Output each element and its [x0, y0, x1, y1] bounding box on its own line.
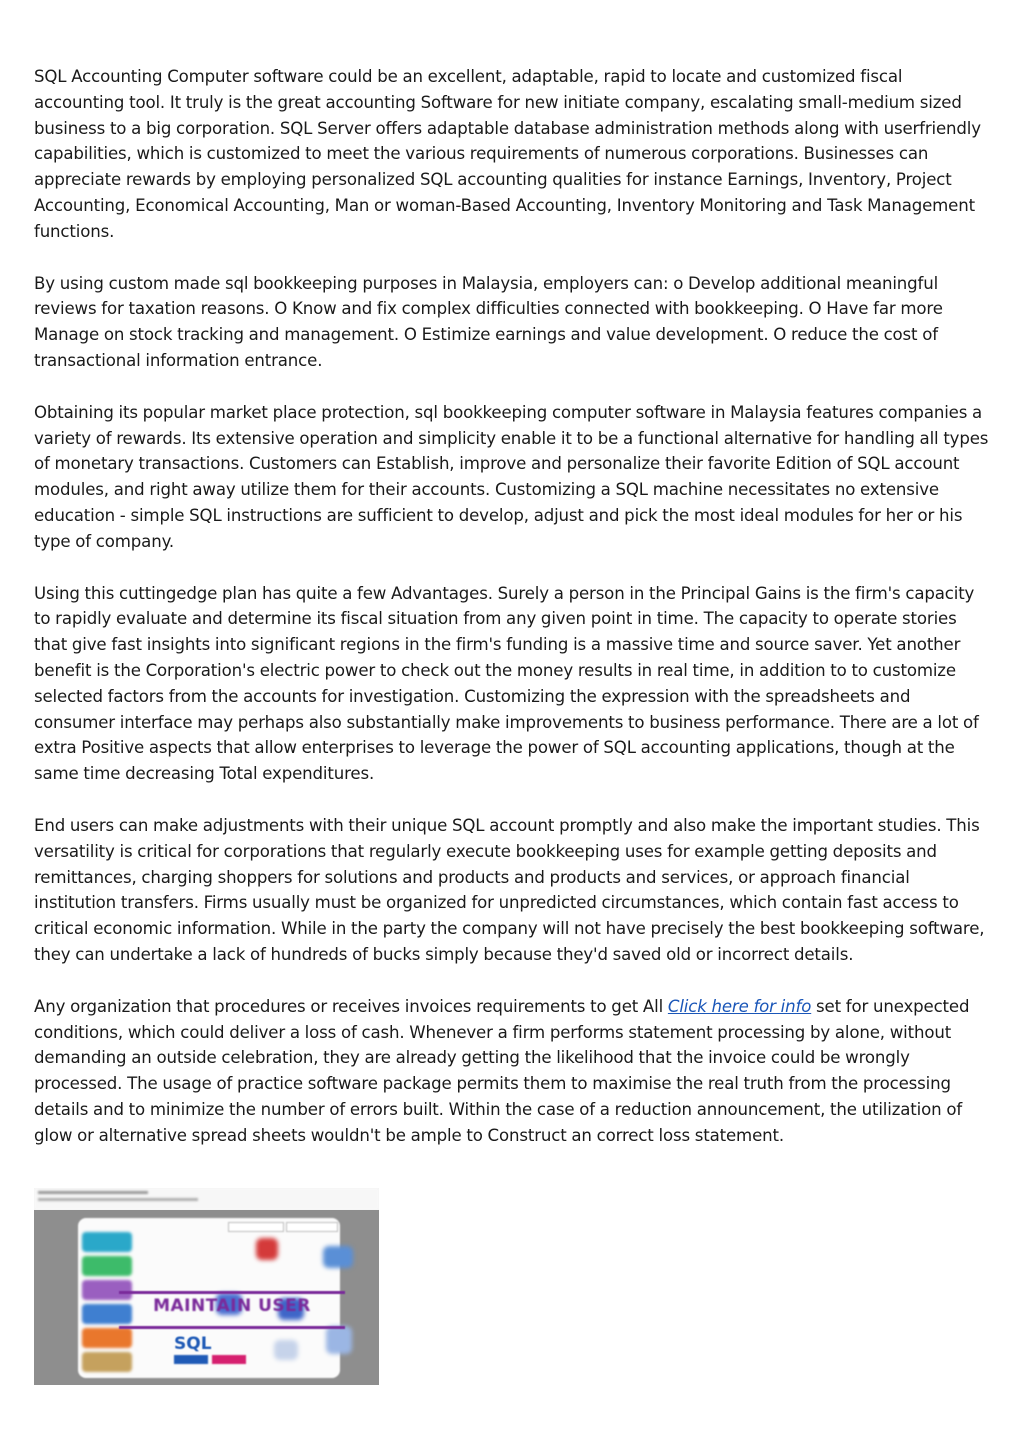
screenshot-window [34, 1210, 379, 1385]
screenshot-tab [286, 1222, 338, 1232]
sql-logo: SQL [174, 1334, 212, 1354]
screenshot-tab [228, 1222, 284, 1232]
software-screenshot-image [34, 1188, 379, 1385]
paragraph-4: Using this cuttingedge plan has quite a few Advantages. Surely a person in the Principal Gains is the firm's capacity to rapidly evaluate and determine its fiscal situation from any given point in time. The capacity to operate stories that give fast insights into significant regions in the firm's funding is a massive time and source saver. Yet another benefit is the Corporation's electric power to check out the money results in real time, in addition to to customize selected factors from the accounts for investigation. Customizing the expression with the spreadsheets and consumer interface may perhaps also substantially make improvements to business performance. There are a lot of extra Positive aspects that allow enterprises to leverage the power of SQL accounting applications, though at the same time decreasing Total expenditures. [34, 583, 979, 784]
paragraph-6-text-before-link: Any organization that procedures or receives invoices requirements to get All [34, 996, 668, 1016]
module-icon [256, 1238, 278, 1260]
article-body [34, 64, 994, 1174]
paragraph-1: SQL Accounting Computer software could be an excellent, adaptable, rapid to locate and customized fiscal accounting tool. It truly is the great accounting Software for new initiate company, escalating small-medium sized business to a big corporation. SQL Server offers adaptable database administration methods along with userfriendly capabilities, which is customized to meet the various requirements of numerous corporations. Businesses can appreciate rewards by employing personalized SQL accounting qualities for instance Earnings, Inventory, Project Accounting, Economical Accounting, Man or woman-Based Accounting, Inventory Monitoring and Task Management functions. [34, 67, 981, 241]
module-icon [274, 1340, 298, 1360]
paragraph-5: End users can make adjustments with their unique SQL account promptly and also make the important studies. This versatility is critical for corporations that regularly execute bookkeeping uses for example getting deposits and remittances, charging shoppers for solutions and products and products and services, or approach financial institution transfers. Firms usually must be organized for unpredicted circumstances, which contain fast access to critical economic information. While in the party the company will not have precisely the best bookkeeping software, they can undertake a lack of hundreds of bucks simply because they'd saved old or incorrect details. [34, 815, 985, 964]
info-link[interactable]: Click here for info [667, 996, 812, 1016]
paragraph-2: By using custom made sql bookkeeping purposes in Malaysia, employers can: o Develop additional meaningful reviews for taxation reasons. O Know and fix complex difficulties connected with bookkeeping. O Have far more Manage on stock tracking and management. O Estimize earnings and value development. O reduce the cost of transactional information entrance. [34, 273, 943, 370]
sql-logo-subbar [174, 1355, 254, 1364]
paragraph-3: Obtaining its popular market place protection, sql bookkeeping computer software in Malaysia features companies a variety of rewards. Its extensive operation and simplicity enable it to be a functional alternative for handling all types of monetary transactions. Customers can Establish, improve and personalize their favorite Edition of SQL account modules, and right away utilize them for their accounts. Customizing a SQL machine necessitates no extensive education - simple SQL instructions are sufficient to develop, adjust and pick the most ideal modules for her or his type of company. [34, 402, 989, 551]
paragraph-6-text-after-link: set for unexpected conditions, which could deliver a loss of cash. Whenever a firm performs statement processing by alone, without demanding an outside celebration, they are already getting the likelihood that the invoice could be wrongly processed. The usage of practice software package permits them to maximise the real truth from the processing details and to minimize the number of errors built. Within the case of a reduction announcement, the utilization of glow or alternative spread sheets wouldn't be ample to Construct an correct loss statement. [34, 996, 970, 1145]
banner-text: MAINTAIN USER [153, 1296, 311, 1316]
screenshot-titlebar [34, 1188, 379, 1210]
maintain-user-banner [119, 1288, 345, 1330]
module-icon [326, 1326, 352, 1354]
module-icon [323, 1246, 353, 1268]
paragraph-6 [34, 994, 994, 1149]
